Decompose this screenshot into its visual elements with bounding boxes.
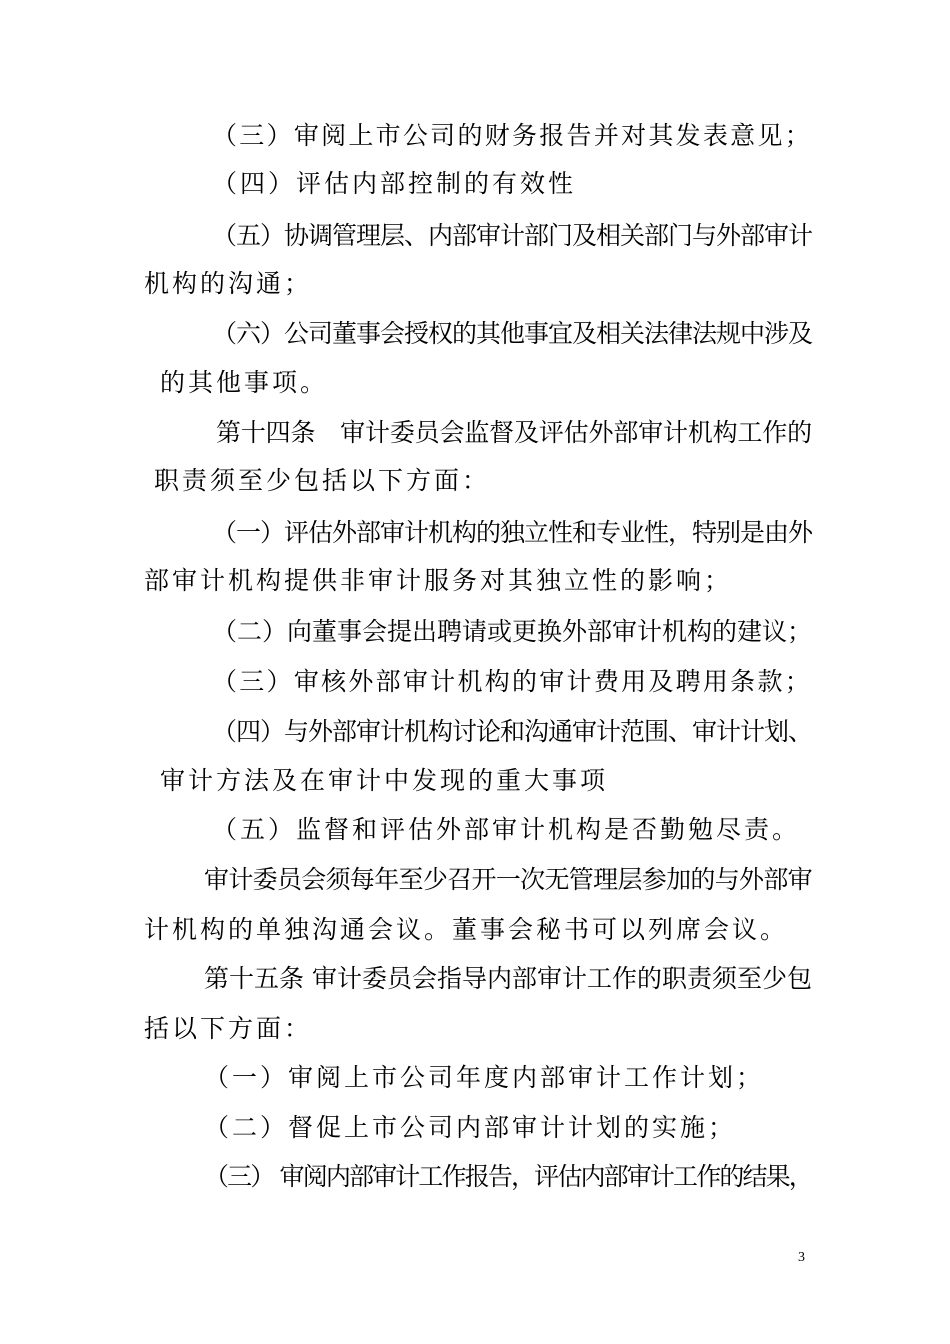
text-line: 第十四条 审计委员会监督及评估外部审计机构工作的 bbox=[216, 418, 813, 447]
text-line: （六）公司董事会授权的其他事宜及相关法律法规中涉及 bbox=[212, 319, 813, 348]
text-line: （二）督促上市公司内部审计计划的实施； bbox=[204, 1113, 737, 1142]
text-line: （二）向董事会提出聘请或更换外部审计机构的建议； bbox=[212, 617, 813, 646]
text-line: （四）评估内部控制的有效性 bbox=[212, 169, 577, 198]
text-line: 的其他事项。 bbox=[160, 368, 329, 397]
text-line: 第十五条 审计委员会指导内部审计工作的职责须至少包 bbox=[204, 964, 812, 993]
text-line: （三）审阅上市公司的财务报告并对其发表意见； bbox=[212, 121, 813, 150]
text-line: （一）评估外部审计机构的独立性和专业性，特别是由外 bbox=[212, 518, 813, 547]
text-line: （五）协调管理层、内部审计部门及相关部门与外部审计 bbox=[212, 221, 813, 250]
text-line: 审计方法及在审计中发现的重大事项 bbox=[160, 766, 609, 795]
text-line: （三）审核外部审计机构的审计费用及聘用条款； bbox=[212, 667, 813, 696]
text-line: 计机构的单独沟通会议。董事会秘书可以列席会议。 bbox=[144, 915, 789, 944]
text-line: 括以下方面： bbox=[144, 1014, 313, 1043]
text-line: 审计委员会须每年至少召开一次无管理层参加的与外部审 bbox=[204, 865, 813, 894]
text-line: （三） 审阅内部审计工作报告，评估内部审计工作的结果， bbox=[204, 1162, 812, 1191]
page-number: 3 bbox=[798, 1250, 805, 1265]
text-line: 机构的沟通； bbox=[144, 269, 313, 298]
text-line: 职责须至少包括以下方面： bbox=[154, 466, 491, 495]
text-line: （四）与外部审计机构讨论和沟通审计范围、审计计划、 bbox=[212, 717, 813, 746]
text-line: （五）监督和评估外部审计机构是否勤勉尽责。 bbox=[212, 815, 801, 844]
text-line: （一）审阅上市公司年度内部审计工作计划； bbox=[204, 1063, 765, 1092]
text-line: 部审计机构提供非审计服务对其独立性的影响； bbox=[144, 566, 733, 595]
